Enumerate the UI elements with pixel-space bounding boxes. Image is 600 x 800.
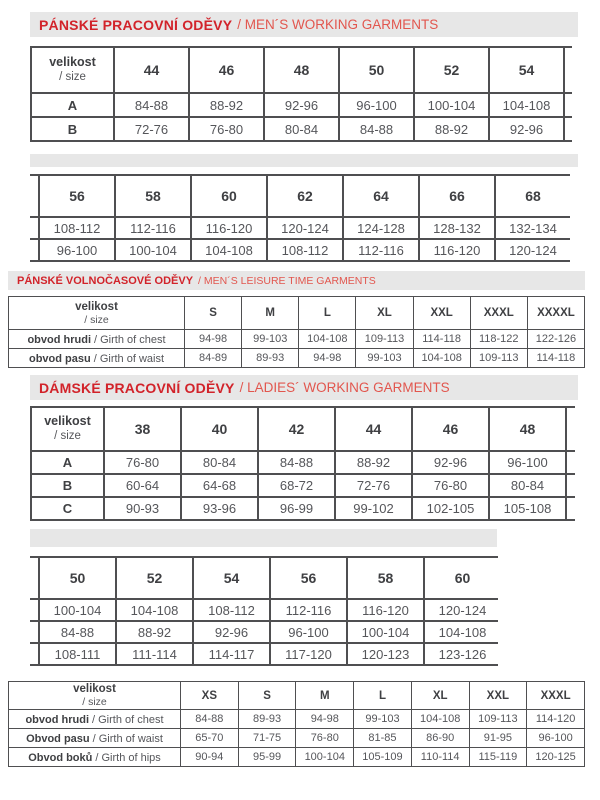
table-cell: 120-123 [347, 643, 424, 665]
row-label [9, 349, 185, 368]
table-cell: 60-64 [104, 474, 181, 497]
table-cell: 96-99 [258, 497, 335, 520]
size-header: 60 [424, 557, 498, 599]
table-cell: 84-88 [181, 710, 239, 729]
row-label [9, 729, 181, 748]
table-cell: 71-75 [238, 729, 296, 748]
clipped-cell [566, 407, 575, 451]
size-header: 54 [489, 47, 564, 93]
table-cell: 96-100 [489, 451, 566, 474]
clipped-cell [30, 621, 39, 643]
men-working-title-en: / MEN´S WORKING GARMENTS [237, 17, 439, 32]
size-header: M [296, 682, 354, 710]
table-cell: 120-124 [495, 239, 570, 261]
size-header: 52 [116, 557, 193, 599]
table-cell: 116-120 [347, 599, 424, 621]
table-cell: 80-84 [181, 451, 258, 474]
table-cell: 84-88 [39, 621, 116, 643]
table-cell: 117-120 [270, 643, 347, 665]
row-label-rest: / Girth of chest [94, 334, 166, 346]
table-cell: 76-80 [296, 729, 354, 748]
table-cell: 92-96 [264, 93, 339, 117]
clipped-cell [30, 217, 39, 239]
row-label [9, 330, 185, 349]
row-label-bold: Obvod pasu [26, 733, 90, 745]
table-cell: 92-96 [193, 621, 270, 643]
table-cell: 105-109 [354, 748, 412, 767]
size-header: 68 [495, 175, 570, 217]
size-header: 58 [115, 175, 191, 217]
row-label: A [31, 451, 104, 474]
men-working-title-cs: PÁNSKÉ PRACOVNÍ ODĚVY [39, 16, 233, 33]
size-header: XL [411, 682, 469, 710]
ladies-working-table-b [30, 556, 498, 676]
table-cell: 115-119 [469, 748, 527, 767]
men-leisure-title-band [8, 271, 585, 290]
size-header: 60 [191, 175, 267, 217]
table-cell: 114-118 [413, 330, 470, 349]
table-cell: 80-84 [264, 117, 339, 141]
table-cell: 132-134 [495, 217, 570, 239]
clipped-cell [564, 117, 572, 141]
table-cell: 120-124 [267, 217, 343, 239]
corner-line1: velikost [49, 55, 96, 70]
row-label-rest: / Girth of waist [93, 353, 165, 365]
clipped-cell [30, 599, 39, 621]
size-header: M [242, 297, 299, 330]
corner-velikost-size [31, 47, 114, 93]
corner-line2: / size [54, 429, 81, 442]
size-header: 46 [189, 47, 264, 93]
table-cell: 72-76 [114, 117, 189, 141]
size-header: 46 [412, 407, 489, 451]
separator-band [30, 529, 497, 547]
table-cell: 88-92 [414, 117, 489, 141]
table-cell: 96-100 [270, 621, 347, 643]
row-label-rest: / Girth of hips [95, 752, 161, 764]
corner-line1: velikost [44, 414, 91, 429]
clipped-cell [30, 175, 39, 217]
size-header: 56 [270, 557, 347, 599]
table-cell: 76-80 [189, 117, 264, 141]
table-cell: 104-108 [299, 330, 356, 349]
corner-line1: velikost [75, 300, 118, 313]
table-cell: 100-104 [296, 748, 354, 767]
row-label: A [31, 93, 114, 117]
table-cell: 104-108 [411, 710, 469, 729]
table-cell: 100-104 [39, 599, 116, 621]
table-cell: 89-93 [238, 710, 296, 729]
size-header: 64 [343, 175, 419, 217]
size-header: L [299, 297, 356, 330]
row-label-bold: Obvod boků [28, 752, 93, 764]
size-header: 54 [193, 557, 270, 599]
row-label-bold: obvod hrudi [25, 714, 89, 726]
size-header: 42 [258, 407, 335, 451]
table-cell: 92-96 [489, 117, 564, 141]
row-label: C [31, 497, 104, 520]
corner-line1: velikost [73, 683, 116, 696]
ladies-working-table-a [30, 406, 575, 531]
clipped-cell [566, 497, 575, 520]
corner-velikost-size [31, 407, 104, 451]
table-cell: 122-126 [527, 330, 584, 349]
table-cell: 95-99 [238, 748, 296, 767]
table-cell: 93-96 [181, 497, 258, 520]
table-cell: 100-104 [414, 93, 489, 117]
table-cell: 64-68 [181, 474, 258, 497]
table-cell: 104-108 [191, 239, 267, 261]
table-cell: 104-108 [413, 349, 470, 368]
clipped-cell [564, 47, 572, 93]
size-header: 52 [414, 47, 489, 93]
table-cell: 99-103 [242, 330, 299, 349]
clipped-cell [566, 451, 575, 474]
table-cell: 109-113 [356, 330, 413, 349]
table-cell: 89-93 [242, 349, 299, 368]
men-working-table-b [30, 174, 570, 272]
clipped-cell [566, 474, 575, 497]
size-header: 50 [339, 47, 414, 93]
corner-line2: / size [84, 313, 109, 326]
size-header: 40 [181, 407, 258, 451]
table-cell: 65-70 [181, 729, 239, 748]
size-header: S [185, 297, 242, 330]
ladies-leisure-table [8, 681, 585, 767]
table-cell: 94-98 [296, 710, 354, 729]
table-cell: 108-112 [39, 217, 115, 239]
size-header: 56 [39, 175, 115, 217]
table-cell: 88-92 [116, 621, 193, 643]
size-header: XXL [413, 297, 470, 330]
table-cell: 96-100 [527, 729, 585, 748]
table-cell: 94-98 [299, 349, 356, 368]
table-cell: 84-88 [114, 93, 189, 117]
table-cell: 96-100 [39, 239, 115, 261]
size-header: 48 [489, 407, 566, 451]
table-cell: 108-112 [193, 599, 270, 621]
corner-line2: / size [59, 70, 86, 83]
table-cell: 124-128 [343, 217, 419, 239]
ladies-working-title-cs: DÁMSKÉ PRACOVNÍ ODĚVY [39, 379, 235, 396]
row-label-rest: / Girth of waist [92, 733, 163, 745]
table-cell: 68-72 [258, 474, 335, 497]
table-cell: 116-120 [191, 217, 267, 239]
size-header: S [238, 682, 296, 710]
corner-velikost-size [9, 682, 181, 710]
table-cell: 99-103 [354, 710, 412, 729]
table-cell: 108-112 [267, 239, 343, 261]
ladies-working-title-en: / LADIES´ WORKING GARMENTS [239, 380, 450, 395]
men-working-table-a [30, 46, 572, 156]
table-cell: 109-113 [470, 349, 527, 368]
clipped-cell [30, 557, 39, 599]
size-header: XXL [469, 682, 527, 710]
size-header: 38 [104, 407, 181, 451]
table-cell: 100-104 [347, 621, 424, 643]
size-header: 48 [264, 47, 339, 93]
size-header: XXXL [470, 297, 527, 330]
table-cell: 104-108 [489, 93, 564, 117]
row-label: B [31, 117, 114, 141]
table-cell: 72-76 [335, 474, 412, 497]
table-cell: 104-108 [116, 599, 193, 621]
clipped-cell [564, 93, 572, 117]
table-cell: 110-114 [411, 748, 469, 767]
men-leisure-title-cs: PÁNSKÉ VOLNOČASOVÉ ODĚVY [17, 274, 194, 287]
table-cell: 108-111 [39, 643, 116, 665]
table-cell: 90-94 [181, 748, 239, 767]
table-cell: 84-88 [339, 117, 414, 141]
table-cell: 112-116 [115, 217, 191, 239]
table-cell: 128-132 [419, 217, 495, 239]
table-cell: 109-113 [469, 710, 527, 729]
table-cell: 114-117 [193, 643, 270, 665]
table-cell: 114-118 [527, 349, 584, 368]
size-header: 58 [347, 557, 424, 599]
table-cell: 100-104 [115, 239, 191, 261]
size-header: 50 [39, 557, 116, 599]
size-header: 44 [114, 47, 189, 93]
men-working-title-band [30, 12, 578, 37]
size-header: XXXXL [527, 297, 584, 330]
table-cell: 84-89 [185, 349, 242, 368]
row-label [9, 748, 181, 767]
clipped-cell [30, 239, 39, 261]
table-cell: 105-108 [489, 497, 566, 520]
table-cell: 84-88 [258, 451, 335, 474]
table-cell: 96-100 [339, 93, 414, 117]
row-label-rest: / Girth of chest [92, 714, 164, 726]
table-cell: 88-92 [189, 93, 264, 117]
size-header: 44 [335, 407, 412, 451]
table-cell: 91-95 [469, 729, 527, 748]
table-cell: 76-80 [104, 451, 181, 474]
size-header: 62 [267, 175, 343, 217]
clipped-cell [30, 643, 39, 665]
table-cell: 120-124 [424, 599, 498, 621]
table-cell: 86-90 [411, 729, 469, 748]
size-header: XXXL [527, 682, 585, 710]
separator-band [30, 154, 578, 167]
size-header: XS [181, 682, 239, 710]
table-cell: 94-98 [185, 330, 242, 349]
table-cell: 76-80 [412, 474, 489, 497]
table-cell: 81-85 [354, 729, 412, 748]
row-label: B [31, 474, 104, 497]
size-header: XL [356, 297, 413, 330]
table-cell: 99-102 [335, 497, 412, 520]
table-cell: 111-114 [116, 643, 193, 665]
table-cell: 120-125 [527, 748, 585, 767]
men-leisure-title-en: / MEN´S LEISURE TIME GARMENTS [198, 274, 376, 287]
table-cell: 99-103 [356, 349, 413, 368]
table-cell: 114-120 [527, 710, 585, 729]
table-cell: 123-126 [424, 643, 498, 665]
table-cell: 104-108 [424, 621, 498, 643]
size-header: 66 [419, 175, 495, 217]
men-leisure-table [8, 296, 585, 368]
table-cell: 116-120 [419, 239, 495, 261]
size-header: L [354, 682, 412, 710]
table-cell: 118-122 [470, 330, 527, 349]
row-label [9, 710, 181, 729]
row-label-bold: obvod hrudi [27, 334, 91, 346]
table-cell: 102-105 [412, 497, 489, 520]
table-cell: 92-96 [412, 451, 489, 474]
row-label-bold: obvod pasu [28, 353, 91, 365]
table-cell: 112-116 [270, 599, 347, 621]
ladies-working-title-band [30, 375, 578, 400]
table-cell: 90-93 [104, 497, 181, 520]
table-cell: 88-92 [335, 451, 412, 474]
corner-line2: / size [82, 696, 107, 709]
table-cell: 112-116 [343, 239, 419, 261]
corner-velikost-size [9, 297, 185, 330]
table-cell: 80-84 [489, 474, 566, 497]
